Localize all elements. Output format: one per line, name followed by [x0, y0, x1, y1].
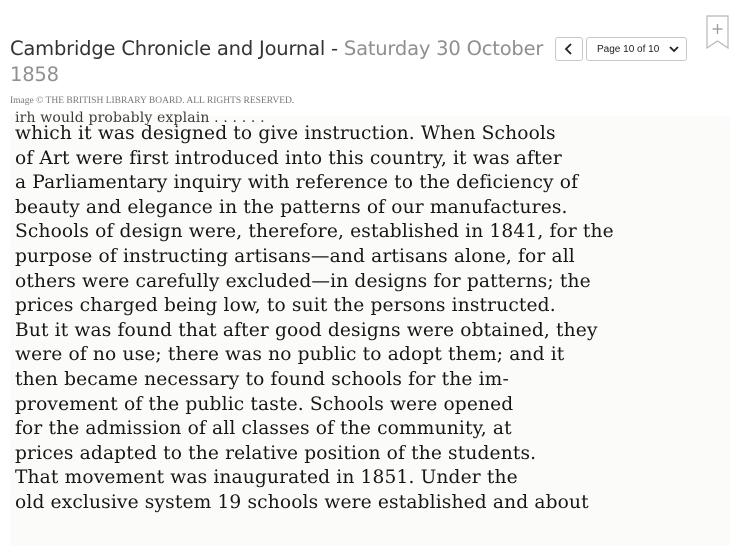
newspaper-title: Cambridge Chronicle and Journal - [10, 37, 344, 60]
article-line: beauty and elegance in the patterns of our manufactures. [15, 196, 568, 218]
article-line: which it was designed to give instruction. When Schools [15, 123, 556, 144]
newspaper-article-image [10, 110, 730, 546]
previous-page-button[interactable] [555, 37, 583, 61]
chevron-down-icon [668, 43, 680, 55]
article-line: old exclusive system 19 schools were established and about [15, 491, 589, 513]
article-line: prices charged being low, to suit the persons instructed. [15, 295, 556, 317]
page-title [10, 36, 570, 88]
page-select[interactable] [586, 37, 687, 61]
article-line: provement of the public taste. Schools were opened [15, 393, 514, 415]
article-line: of Art were first introduced into this country, it was after [15, 147, 562, 169]
issue-date: Saturday 30 October 1858 [10, 37, 544, 86]
article-line: But it was found that after good designs were obtained, they [15, 319, 598, 341]
article-line: irh would probably explain . . . . . . [15, 110, 265, 126]
article-line: were of no use; there was no public to adopt them; and it [15, 344, 565, 366]
article-line: purpose of instructing artisans—and artisans alone, for all [15, 245, 575, 267]
article-line: That movement was inaugurated in 1851. Under the [15, 467, 518, 489]
bookmark-plus-icon [705, 14, 730, 52]
bookmark-add-button[interactable] [705, 14, 730, 52]
article-line: Schools of design were, therefore, established in 1841, for the [15, 221, 614, 243]
article-line: a Parliamentary inquiry with reference to the deficiency of [15, 172, 579, 194]
page-header [10, 36, 570, 88]
article-text [10, 110, 730, 516]
page-select-label: Page 10 of 10 [597, 43, 660, 55]
article-line: then became necessary to found schools for the im- [15, 368, 509, 390]
article-line: for the admission of all classes of the community, at [15, 418, 512, 440]
image-credit: Image © THE BRITISH LIBRARY BOARD. ALL RIGHTS RESERVED. [10, 96, 295, 106]
chevron-left-icon [564, 43, 574, 55]
article-line: prices adapted to the relative position of the students. [15, 442, 537, 464]
article-line: others were carefully excluded—in designs for patterns; the [15, 270, 591, 292]
